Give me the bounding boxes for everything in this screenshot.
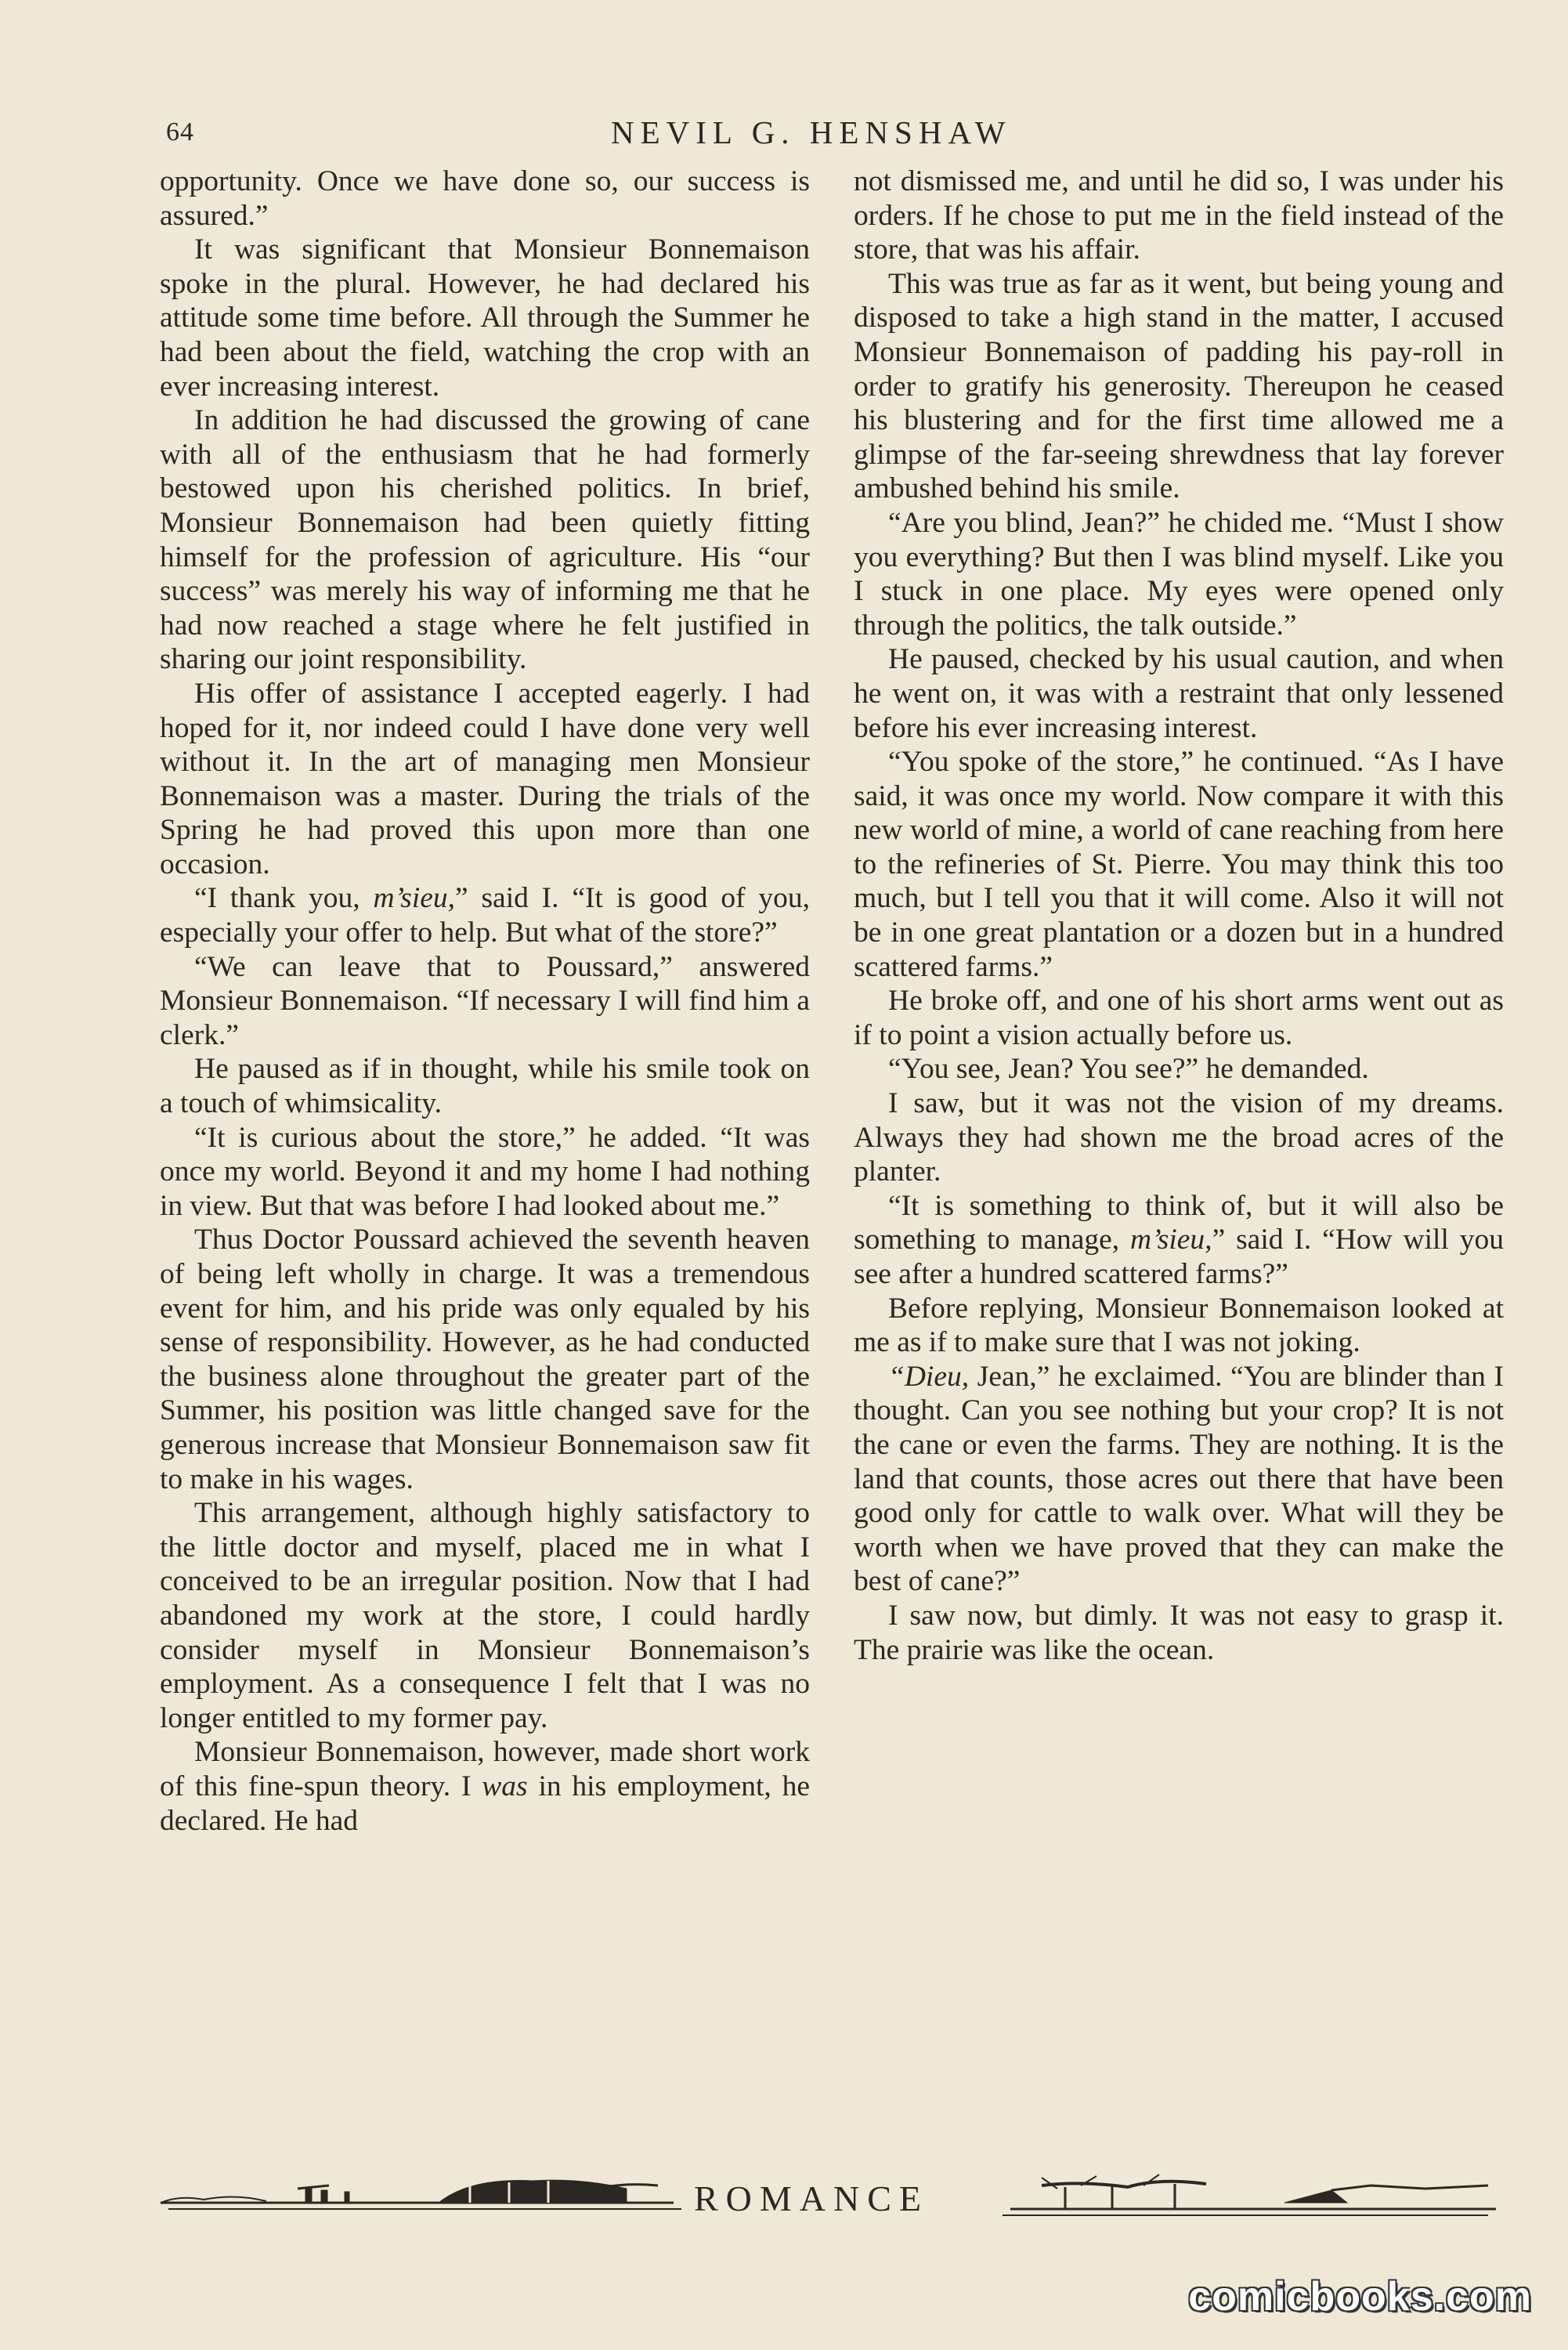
paragraph (854, 1052, 1504, 1086)
text-segment: “You spoke of the store,” he continued. “As I have said, it was once my world. Now compare it with this new world of mine, a world of cane reaching from here to the refineries of St. Pierre. You may think this too much, but I tell you that it will come. Also it will not be in one great plantation or a dozen but in a hundred scattered farms.” (854, 746, 1504, 983)
paragraph (160, 950, 810, 1053)
text-segment: In addition he had discussed the growing of cane with all of the enthusiasm that he had formerly bestowed upon his cherished politics. In brief, Monsieur Bonnemaison had been quietly fitting himself for the profession of agriculture. His “our success” was merely his way of informing me that he had now reached a stage where he felt justified in sharing our joint responsibility. (160, 404, 810, 676)
paragraph (854, 642, 1504, 745)
text-segment: He paused, checked by his usual caution, and when he went on, it was with a restraint that only lessened before his ever increasing interest. (854, 643, 1504, 744)
text-segment: Before replying, Monsieur Bonnemaison looked at me as if to make sure that I was not joking. (854, 1292, 1504, 1359)
text-segment: He paused as if in thought, while his smile took on a touch of whimsicality. (160, 1053, 810, 1120)
footer-label: ROMANCE (694, 2178, 930, 2218)
text-segment: ” said I. “It is good of you, especially your offer to help. But what of the store?” (160, 882, 810, 949)
text-segment: not dismissed me, and until he did so, I was under his orders. If he chose to put me in the field instead of the store, that was his affair. (854, 165, 1504, 266)
text-segment: Thus Doctor Poussard achieved the seventh heaven of being left wholly in charge. It was a tremendous event for him, and his pride was only equaled by his sense of responsibility. However, as he had conducted the business alone throughout the greater part of the Summer, his position was little changed save for the generous increase that Monsieur Bonnemaison saw fit to make in his wages. (160, 1224, 810, 1495)
text-segment: He broke off, and one of his short arms went out as if to point a vision actually before us. (854, 985, 1504, 1051)
text-segment: “You see, Jean? You see?” he demanded. (888, 1053, 1369, 1086)
paragraph (160, 403, 810, 677)
paragraph (160, 1223, 810, 1496)
left-text-column (160, 164, 810, 1838)
left-landscape-ornament (161, 2180, 681, 2209)
paragraph (854, 506, 1504, 642)
page-number: 64 (166, 118, 194, 146)
paragraph (160, 1121, 810, 1224)
paragraph (160, 1496, 810, 1735)
paragraph (854, 1599, 1504, 1667)
text-segment: I saw, but it was not the vision of my dreams. Always they had shown me the broad acres of the planter. (854, 1087, 1504, 1188)
text-segment: ” said I. “How will you see after a hundred scattered farms?” (854, 1224, 1505, 1290)
text-segment: This was true as far as it went, but being young and disposed to take a high stand in the matter, I accused Monsieur Bonnemaison of padding his pay-roll in order to gratify his generosity. Thereupon he ceased his blustering and for the first time allowed me a glimpse of the far-seeing shrewdness that lay forever ambushed behind his smile. (854, 267, 1504, 505)
text-segment: It was significant that Monsieur Bonnemaison spoke in the plural. However, he had declared his attitude some time before. All through the Summer he had been about the field, watching the crop with an ever increasing interest. (160, 233, 810, 403)
paragraph (854, 1360, 1504, 1599)
paragraph (160, 164, 810, 233)
text-segment: opportunity. Once we have done so, our success is assured.” (160, 165, 810, 232)
paragraph (854, 267, 1504, 506)
text-segment: Jean,” he exclaimed. “You are blinder than I thought. Can you see nothing but your crop? It is not the cane or even the farms. They are nothing. It is the land that counts, those acres out there that have been good only for cattle to walk over. What will they be worth when we have proved that they can make the best of cane?” (854, 1360, 1504, 1598)
text-segment: Monsieur Bonnemaison, however, made short work of this fine-spun theory. I (160, 1736, 810, 1802)
italic-text: m’sieu, (373, 882, 456, 915)
italic-text: m’sieu, (1130, 1224, 1212, 1256)
paragraph (854, 1086, 1504, 1189)
text-segment: in his employment, he declared. He had (160, 1770, 810, 1837)
paragraph (160, 1052, 810, 1120)
paragraph (854, 984, 1504, 1052)
paragraph (160, 881, 810, 949)
paragraph (854, 1292, 1504, 1360)
italic-text: was (482, 1770, 528, 1802)
text-segment: “Are you blind, Jean?” he chided me. “Must I show you everything? But then I was blind myself. Like you I stuck in one place. My eyes were opened only through the politics, the talk outside.” (854, 506, 1504, 642)
text-segment: “It is something to think of, but it will also be something to manage, (854, 1189, 1504, 1256)
text-segment: “It is curious about the store,” he added. “It was once my world. Beyond it and my home I had nothing in view. But that was before I had looked about me.” (160, 1121, 810, 1222)
paragraph (854, 745, 1504, 984)
italic-text: “Dieu, (888, 1360, 970, 1393)
text-segment: I saw now, but dimly. It was not easy to grasp it. The prairie was like the ocean. (854, 1599, 1504, 1666)
text-segment: His offer of assistance I accepted eagerly. I had hoped for it, nor indeed could I have done very well without it. In the art of managing men Monsieur Bonnemaison was a master. During the trials of the Spring he had proved this upon more than one occasion. (160, 677, 810, 880)
right-text-column (854, 164, 1504, 1667)
right-landscape-ornament (1003, 2175, 1496, 2215)
running-title: NEVIL G. HENSHAW (611, 114, 1012, 150)
paragraph (854, 164, 1504, 267)
paragraph (854, 1189, 1504, 1292)
text-segment: “We can leave that to Poussard,” answered Monsieur Bonnemaison. “If necessary I will find him a clerk.” (160, 950, 810, 1051)
text-segment: This arrangement, although highly satisfactory to the little doctor and myself, placed me in what I conceived to be an irregular position. Now that I had abandoned my work at the store, I could hardly consider myself in Monsieur Bonnemaison’s employment. As a consequence I felt that I was no longer entitled to my former pay. (160, 1497, 810, 1734)
paragraph (160, 233, 810, 403)
watermark-logo: comicbooks.com (1188, 2274, 1532, 2319)
paragraph (160, 677, 810, 882)
paragraph (160, 1735, 810, 1838)
text-segment: “I thank you, (194, 882, 374, 915)
